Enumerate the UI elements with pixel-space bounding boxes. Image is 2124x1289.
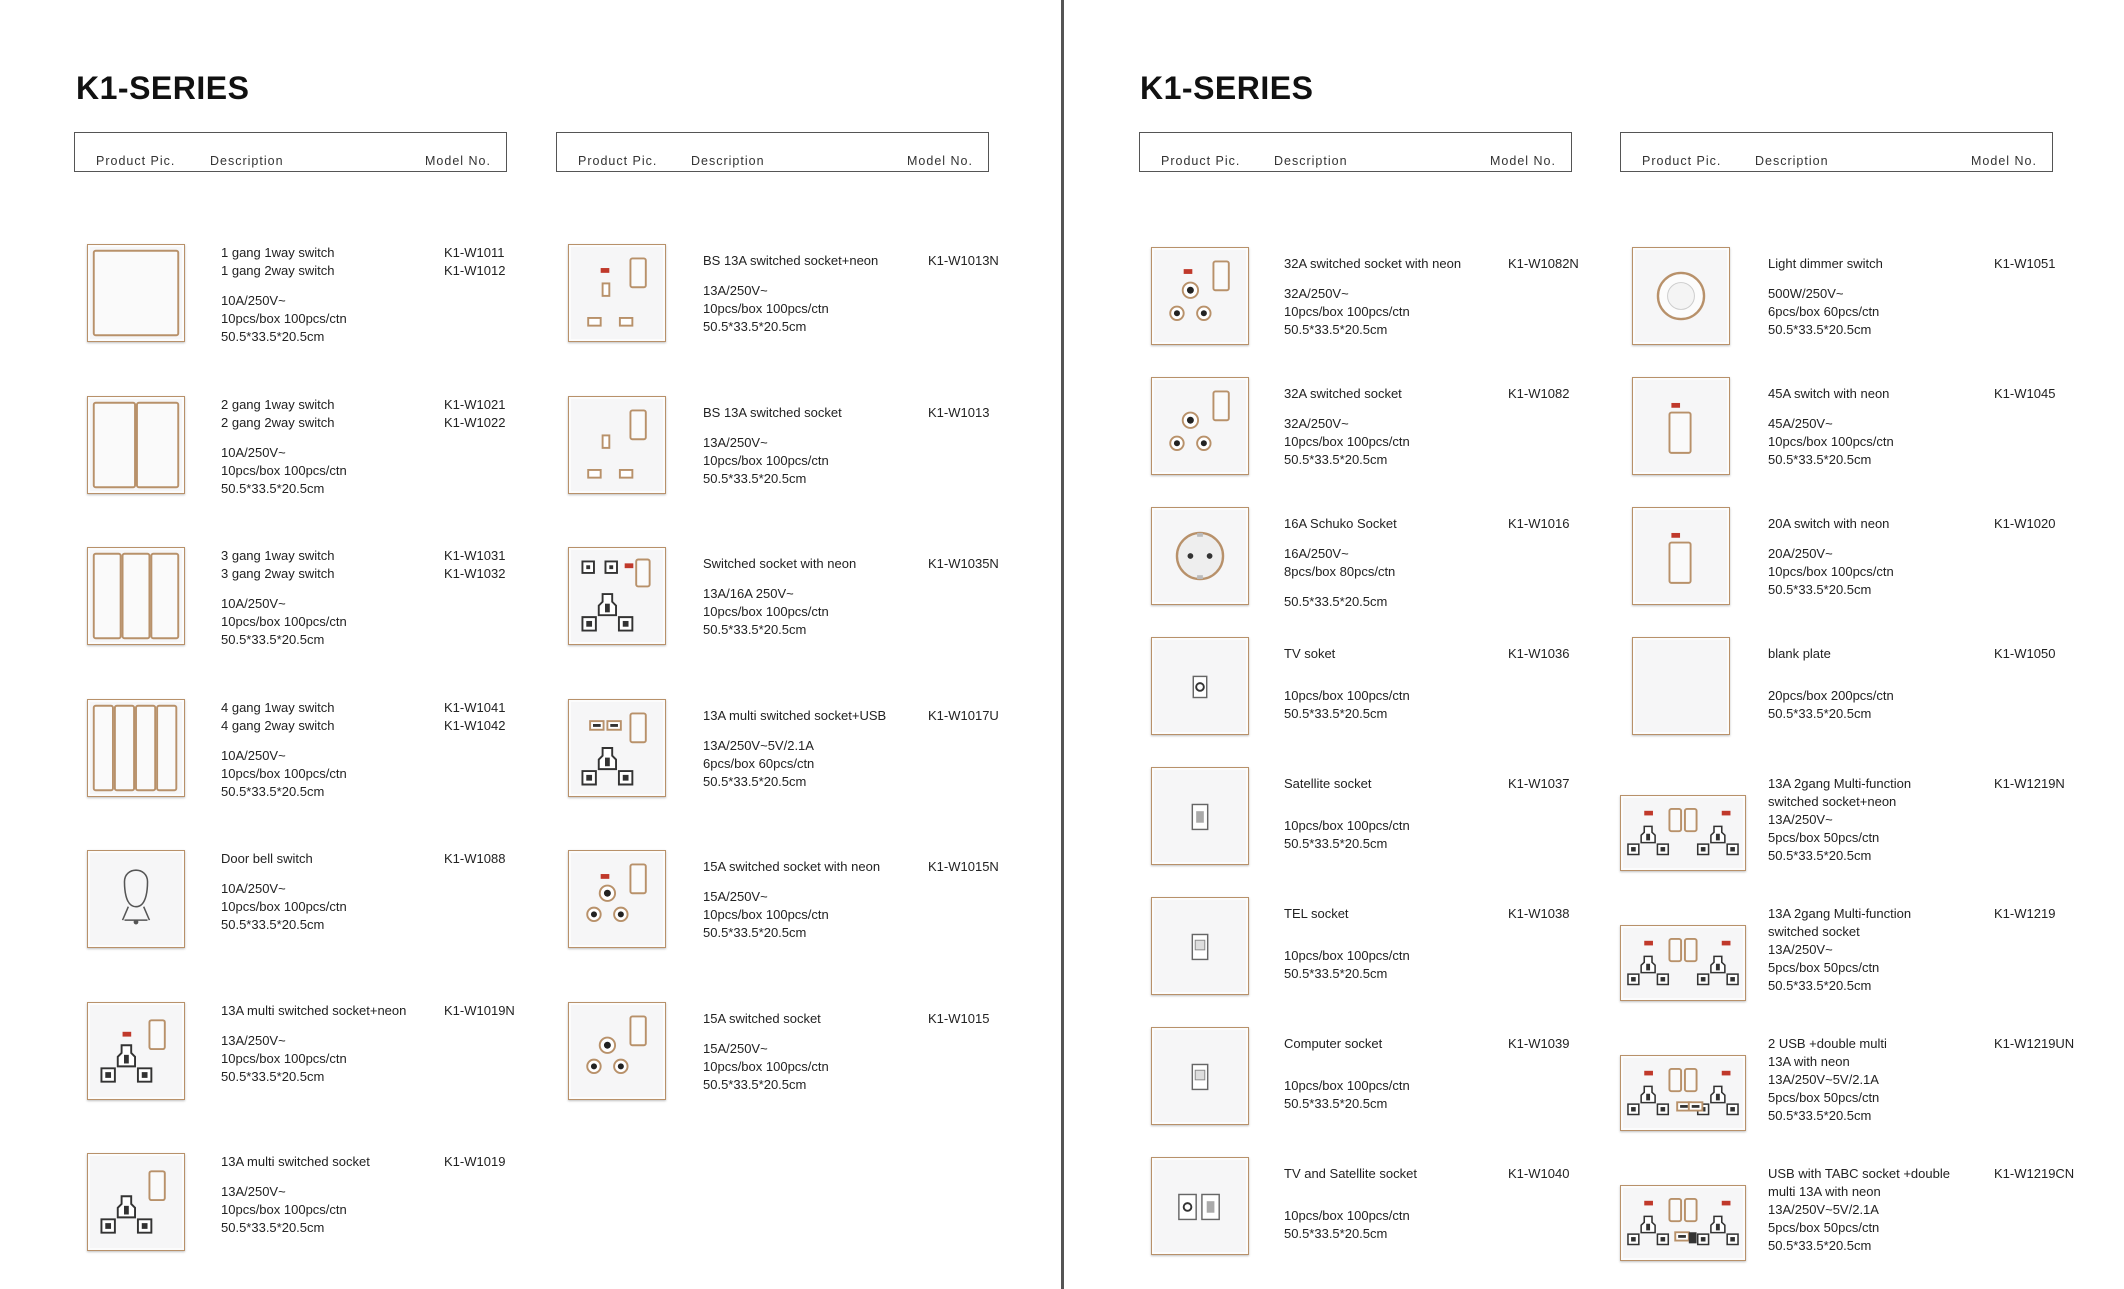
- description-line: 3 gang 1way switch: [221, 548, 335, 563]
- description-line: 10A/250V~: [221, 293, 286, 308]
- description-line: 10pcs/box 100pcs/ctn: [703, 301, 829, 316]
- product-description: [221, 244, 347, 346]
- model-line: K1-W1032: [444, 566, 506, 581]
- header-description: Description: [1755, 154, 1829, 168]
- description-line: USB with TABC socket +double: [1768, 1166, 1950, 1181]
- product-description: [221, 699, 347, 801]
- description-line: 10A/250V~: [221, 444, 286, 460]
- header-model-no: Model No.: [1490, 154, 1556, 168]
- model-line: K1-W1022: [444, 414, 506, 430]
- product-image: [87, 547, 185, 645]
- product-image: [568, 396, 666, 494]
- description-line: 13A multi switched socket: [221, 1154, 370, 1169]
- description-line: 45A switch with neon: [1768, 386, 1890, 401]
- spacer: [1284, 663, 1410, 675]
- description-line: 50.5*33.5*20.5cm: [221, 480, 325, 496]
- model-number: [1994, 515, 2055, 533]
- model-line: K1-W1012: [444, 263, 506, 278]
- product-image: [87, 850, 185, 948]
- model-line: K1-W1031: [444, 548, 506, 563]
- product-image: [87, 1002, 185, 1100]
- description-line: 15A switched socket: [703, 1010, 821, 1026]
- description-line: 50.5*33.5*20.5cm: [221, 329, 325, 344]
- description-line: 32A/250V~: [1284, 286, 1349, 301]
- spacer: [1284, 533, 1397, 545]
- spacer: [1768, 273, 1883, 285]
- product-description: [1768, 775, 1911, 865]
- description-line: 10A/250V~: [221, 596, 286, 611]
- spacer: [1284, 403, 1410, 415]
- product-description: [1284, 645, 1410, 723]
- description-line: 20A/250V~: [1768, 546, 1833, 561]
- model-line: K1-W1015: [928, 1010, 990, 1026]
- model-line: K1-W1036: [1508, 646, 1570, 661]
- model-number: [928, 1010, 989, 1028]
- description-line: 50.5*33.5*20.5cm: [1284, 322, 1388, 337]
- spacer: [221, 280, 347, 292]
- description-line: 8pcs/box 80pcs/ctn: [1284, 564, 1396, 579]
- product-description: [1768, 1165, 1950, 1255]
- model-number: [444, 244, 505, 280]
- description-line: 20A switch with neon: [1768, 516, 1890, 531]
- product-description: [221, 1153, 370, 1237]
- model-number: [1508, 1165, 1569, 1183]
- model-line: K1-W1011: [444, 245, 505, 260]
- page-divider: [1061, 0, 1064, 1289]
- product-description: [703, 404, 842, 488]
- model-line: K1-W1039: [1508, 1036, 1570, 1051]
- header-model-no: Model No.: [907, 154, 973, 168]
- product-image: [1620, 795, 1746, 871]
- description-line: 13A/250V~5V/2.1A: [1768, 1072, 1879, 1087]
- description-line: 6pcs/box 60pcs/ctn: [1768, 304, 1880, 319]
- spacer: [1768, 403, 1894, 415]
- product-description: [703, 555, 856, 639]
- spacer: [1284, 805, 1410, 817]
- description-line: 13A/16A 250V~: [703, 586, 794, 601]
- description-line: 50.5*33.5*20.5cm: [703, 1076, 807, 1092]
- description-line: 50.5*33.5*20.5cm: [1768, 1238, 1872, 1253]
- spacer: [221, 1171, 370, 1183]
- product-image: [568, 244, 666, 342]
- description-line: 13A with neon: [1768, 1054, 1850, 1069]
- description-line: 10pcs/box 100pcs/ctn: [703, 1058, 829, 1074]
- model-line: K1-W1040: [1508, 1166, 1570, 1181]
- product-image: [87, 396, 185, 494]
- page-title-right: K1-SERIES: [1140, 70, 1314, 106]
- description-line: 50.5*33.5*20.5cm: [1768, 1108, 1872, 1123]
- description-line: 10pcs/box 100pcs/ctn: [1768, 434, 1894, 449]
- product-description: [703, 1010, 829, 1094]
- model-number: [1508, 905, 1569, 923]
- product-description: [703, 858, 880, 942]
- description-line: Satellite socket: [1284, 776, 1372, 791]
- description-line: 13A/250V~: [1768, 942, 1833, 957]
- description-line: 10pcs/box 100pcs/ctn: [703, 604, 829, 619]
- spacer: [1284, 1053, 1410, 1065]
- product-description: [1284, 385, 1410, 469]
- model-line: K1-W1219: [1994, 906, 2056, 921]
- description-line: BS 13A switched socket: [703, 404, 842, 420]
- model-number: [928, 252, 999, 270]
- product-image: [1151, 767, 1249, 865]
- description-line: 10pcs/box 100pcs/ctn: [703, 452, 829, 468]
- product-image: [1151, 1027, 1249, 1125]
- model-line: K1-W1037: [1508, 776, 1570, 791]
- description-line: 10pcs/box 100pcs/ctn: [1284, 688, 1410, 703]
- description-line: 50.5*33.5*20.5cm: [1284, 594, 1388, 609]
- description-line: 13A/250V~: [1768, 812, 1833, 827]
- spacer: [1284, 1065, 1410, 1077]
- product-image: [1151, 247, 1249, 345]
- model-line: K1-W1017U: [928, 707, 999, 723]
- description-line: 10pcs/box 100pcs/ctn: [1768, 564, 1894, 579]
- model-number: [928, 707, 999, 725]
- description-line: 50.5*33.5*20.5cm: [1284, 966, 1388, 981]
- description-line: 10pcs/box 100pcs/ctn: [703, 907, 829, 922]
- header-product-pic: Product Pic.: [96, 154, 176, 168]
- model-line: K1-W1019: [444, 1154, 506, 1169]
- spacer: [1284, 1195, 1417, 1207]
- description-line: 50.5*33.5*20.5cm: [221, 1068, 325, 1084]
- product-image: [1620, 1055, 1746, 1131]
- description-line: 10pcs/box 100pcs/ctn: [221, 614, 347, 629]
- description-line: 50.5*33.5*20.5cm: [1768, 582, 1872, 597]
- product-image: [568, 1002, 666, 1100]
- description-line: 10pcs/box 100pcs/ctn: [1284, 1208, 1410, 1223]
- description-line: 50.5*33.5*20.5cm: [703, 773, 807, 789]
- description-line: 50.5*33.5*20.5cm: [1284, 1226, 1388, 1241]
- model-number: [444, 547, 505, 583]
- product-image: [568, 699, 666, 797]
- product-image: [1151, 377, 1249, 475]
- model-line: K1-W1045: [1994, 386, 2056, 401]
- product-image: [1151, 897, 1249, 995]
- model-number: [1994, 645, 2055, 663]
- description-line: 20pcs/box 200pcs/ctn: [1768, 688, 1894, 703]
- description-line: Computer socket: [1284, 1036, 1383, 1051]
- description-line: 50.5*33.5*20.5cm: [221, 783, 325, 799]
- description-line: 10pcs/box 100pcs/ctn: [221, 311, 347, 326]
- description-line: 5pcs/box 50pcs/ctn: [1768, 1220, 1880, 1235]
- description-line: 1 gang 2way switch: [221, 263, 335, 278]
- description-line: 10A/250V~: [221, 881, 286, 896]
- description-line: 50.5*33.5*20.5cm: [221, 1220, 325, 1235]
- product-description: [1768, 385, 1894, 469]
- header-description: Description: [1274, 154, 1348, 168]
- model-line: K1-W1041: [444, 699, 506, 715]
- spacer: [703, 876, 880, 888]
- description-line: 32A switched socket: [1284, 386, 1402, 401]
- model-line: K1-W1016: [1508, 516, 1570, 531]
- product-image: [1632, 507, 1730, 605]
- description-line: 10pcs/box 100pcs/ctn: [1284, 948, 1410, 963]
- description-line: 32A/250V~: [1284, 416, 1349, 431]
- product-description: [1768, 515, 1894, 599]
- product-image: [1632, 247, 1730, 345]
- spacer: [703, 270, 878, 282]
- product-image: [1620, 925, 1746, 1001]
- model-number: [1508, 385, 1569, 403]
- model-number: [1994, 905, 2055, 923]
- description-line: 2 gang 1way switch: [221, 396, 335, 412]
- description-line: 16A Schuko Socket: [1284, 516, 1397, 531]
- model-line: K1-W1013: [928, 404, 990, 420]
- description-line: 50.5*33.5*20.5cm: [703, 470, 807, 486]
- model-number: [928, 404, 989, 422]
- header-model-no: Model No.: [425, 154, 491, 168]
- description-line: 15A switched socket with neon: [703, 859, 881, 874]
- model-number: [444, 699, 505, 735]
- spacer: [1768, 675, 1894, 687]
- spacer: [1284, 923, 1410, 935]
- model-line: K1-W1082: [1508, 386, 1570, 401]
- spacer: [703, 573, 856, 585]
- description-line: 13A/250V~: [703, 283, 768, 298]
- spacer: [1284, 675, 1410, 687]
- description-line: 5pcs/box 50pcs/ctn: [1768, 960, 1880, 975]
- model-line: K1-W1219UN: [1994, 1036, 2075, 1051]
- description-line: 15A/250V~: [703, 1040, 768, 1056]
- page-title-left: K1-SERIES: [76, 70, 250, 106]
- description-line: 10pcs/box 100pcs/ctn: [221, 1202, 347, 1217]
- description-line: Door bell switch: [221, 851, 313, 866]
- description-line: 50.5*33.5*20.5cm: [1284, 1096, 1388, 1111]
- description-line: 50.5*33.5*20.5cm: [1768, 322, 1872, 337]
- model-line: K1-W1050: [1994, 646, 2056, 661]
- description-line: 50.5*33.5*20.5cm: [703, 319, 807, 334]
- product-description: [1768, 255, 1883, 339]
- model-number: [1508, 515, 1569, 533]
- model-number: [444, 396, 505, 432]
- description-line: 50.5*33.5*20.5cm: [1284, 706, 1388, 721]
- description-line: 10pcs/box 100pcs/ctn: [1284, 1078, 1410, 1093]
- product-image: [1632, 377, 1730, 475]
- description-line: 13A multi switched socket+USB: [703, 707, 887, 723]
- spacer: [1284, 935, 1410, 947]
- product-image: [1620, 1185, 1746, 1261]
- description-line: 13A/250V~: [703, 434, 768, 450]
- description-line: 50.5*33.5*20.5cm: [1768, 848, 1872, 863]
- description-line: 10A/250V~: [221, 747, 286, 763]
- spacer: [1284, 273, 1461, 285]
- product-image: [87, 244, 185, 342]
- description-line: 16A/250V~: [1284, 546, 1349, 561]
- product-description: [221, 396, 347, 498]
- product-description: [703, 252, 878, 336]
- model-line: K1-W1035N: [928, 556, 999, 571]
- product-description: [1284, 515, 1397, 611]
- spacer: [1768, 663, 1894, 675]
- header-description: Description: [210, 154, 284, 168]
- product-image: [1151, 507, 1249, 605]
- description-line: 50.5*33.5*20.5cm: [703, 925, 807, 940]
- product-image: [1151, 1157, 1249, 1255]
- description-line: 50.5*33.5*20.5cm: [1768, 706, 1872, 721]
- description-line: 10pcs/box 100pcs/ctn: [1284, 434, 1410, 449]
- description-line: switched socket+neon: [1768, 794, 1897, 809]
- description-line: Switched socket with neon: [703, 556, 857, 571]
- spacer: [221, 1020, 406, 1032]
- header-product-pic: Product Pic.: [1642, 154, 1722, 168]
- product-description: [221, 1002, 406, 1086]
- header-product-pic: Product Pic.: [578, 154, 658, 168]
- spacer: [703, 1028, 829, 1040]
- description-line: 32A switched socket with neon: [1284, 256, 1462, 271]
- model-number: [444, 1153, 505, 1171]
- description-line: 3 gang 2way switch: [221, 566, 335, 581]
- model-line: K1-W1019N: [444, 1002, 515, 1018]
- spacer: [221, 583, 347, 595]
- spacer: [1768, 533, 1894, 545]
- model-number: [1994, 385, 2055, 403]
- description-line: 50.5*33.5*20.5cm: [221, 917, 325, 932]
- product-image: [568, 547, 666, 645]
- description-line: TV soket: [1284, 646, 1336, 661]
- description-line: 13A/250V~: [221, 1184, 286, 1199]
- product-image: [87, 699, 185, 797]
- description-line: 10pcs/box 100pcs/ctn: [1284, 304, 1410, 319]
- description-line: TEL socket: [1284, 906, 1349, 921]
- description-line: 5pcs/box 50pcs/ctn: [1768, 830, 1880, 845]
- spacer: [221, 432, 347, 444]
- model-number: [1508, 255, 1579, 273]
- description-line: 10pcs/box 100pcs/ctn: [221, 1050, 347, 1066]
- product-description: [1284, 1165, 1417, 1243]
- product-image: [568, 850, 666, 948]
- model-line: K1-W1051: [1994, 256, 2056, 271]
- model-line: K1-W1082N: [1508, 256, 1579, 271]
- model-line: K1-W1020: [1994, 516, 2056, 531]
- product-description: [1768, 905, 1911, 995]
- product-description: [703, 707, 886, 791]
- description-line: 2 gang 2way switch: [221, 414, 335, 430]
- product-description: [1284, 1035, 1410, 1113]
- product-description: [221, 547, 347, 649]
- model-number: [444, 850, 505, 868]
- description-line: 13A multi switched socket+neon: [221, 1002, 407, 1018]
- model-number: [1508, 645, 1569, 663]
- description-line: 1 gang 1way switch: [221, 245, 335, 260]
- description-line: multi 13A with neon: [1768, 1184, 1881, 1199]
- product-description: [1284, 905, 1410, 983]
- model-line: K1-W1042: [444, 717, 506, 733]
- description-line: BS 13A switched socket+neon: [703, 253, 879, 268]
- product-image: [1151, 637, 1249, 735]
- description-line: 50.5*33.5*20.5cm: [1284, 836, 1388, 851]
- product-image: [1632, 637, 1730, 735]
- model-line: K1-W1219N: [1994, 776, 2065, 791]
- description-line: 4 gang 1way switch: [221, 699, 335, 715]
- model-line: K1-W1219CN: [1994, 1166, 2075, 1181]
- model-number: [1508, 1035, 1569, 1053]
- header-model-no: Model No.: [1971, 154, 2037, 168]
- spacer: [221, 868, 347, 880]
- spacer: [1284, 581, 1397, 593]
- header-description: Description: [691, 154, 765, 168]
- product-description: [1768, 645, 1894, 723]
- model-line: K1-W1015N: [928, 859, 999, 874]
- product-description: [1284, 255, 1461, 339]
- description-line: 5pcs/box 50pcs/ctn: [1768, 1090, 1880, 1105]
- description-line: 13A/250V~5V/2.1A: [703, 737, 814, 753]
- spacer: [1284, 793, 1410, 805]
- description-line: 13A 2gang Multi-function: [1768, 906, 1912, 921]
- product-description: [1768, 1035, 1887, 1125]
- model-line: K1-W1038: [1508, 906, 1570, 921]
- description-line: 50.5*33.5*20.5cm: [221, 632, 325, 647]
- description-line: TV and Satellite socket: [1284, 1166, 1417, 1181]
- description-line: 4 gang 2way switch: [221, 717, 335, 733]
- description-line: 50.5*33.5*20.5cm: [1768, 452, 1872, 467]
- description-line: 45A/250V~: [1768, 416, 1833, 431]
- model-line: K1-W1021: [444, 396, 506, 412]
- description-line: switched socket: [1768, 924, 1860, 939]
- model-number: [444, 1002, 515, 1020]
- model-number: [928, 858, 999, 876]
- model-number: [1508, 775, 1569, 793]
- description-line: 50.5*33.5*20.5cm: [703, 622, 807, 637]
- description-line: Light dimmer switch: [1768, 256, 1883, 271]
- description-line: 2 USB +double multi: [1768, 1036, 1887, 1051]
- product-description: [1284, 775, 1410, 853]
- header-product-pic: Product Pic.: [1161, 154, 1241, 168]
- description-line: 10pcs/box 100pcs/ctn: [221, 765, 347, 781]
- description-line: 10pcs/box 100pcs/ctn: [1284, 818, 1410, 833]
- model-number: [1994, 775, 2065, 793]
- model-number: [928, 555, 999, 573]
- description-line: 15A/250V~: [703, 889, 768, 904]
- spacer: [703, 422, 842, 434]
- model-number: [1994, 255, 2055, 273]
- description-line: 500W/250V~: [1768, 286, 1844, 301]
- product-description: [221, 850, 347, 934]
- description-line: blank plate: [1768, 646, 1831, 661]
- model-line: K1-W1088: [444, 851, 506, 866]
- product-image: [87, 1153, 185, 1251]
- description-line: 13A/250V~: [221, 1032, 286, 1048]
- description-line: 6pcs/box 60pcs/ctn: [703, 755, 815, 771]
- description-line: 50.5*33.5*20.5cm: [1284, 452, 1388, 467]
- description-line: 13A 2gang Multi-function: [1768, 776, 1912, 791]
- description-line: 13A/250V~5V/2.1A: [1768, 1202, 1879, 1217]
- spacer: [221, 735, 347, 747]
- spacer: [1284, 1183, 1417, 1195]
- spacer: [703, 725, 886, 737]
- description-line: 10pcs/box 100pcs/ctn: [221, 462, 347, 478]
- description-line: 50.5*33.5*20.5cm: [1768, 978, 1872, 993]
- description-line: 10pcs/box 100pcs/ctn: [221, 899, 347, 914]
- model-number: [1994, 1165, 2074, 1183]
- model-number: [1994, 1035, 2074, 1053]
- model-line: K1-W1013N: [928, 253, 999, 268]
